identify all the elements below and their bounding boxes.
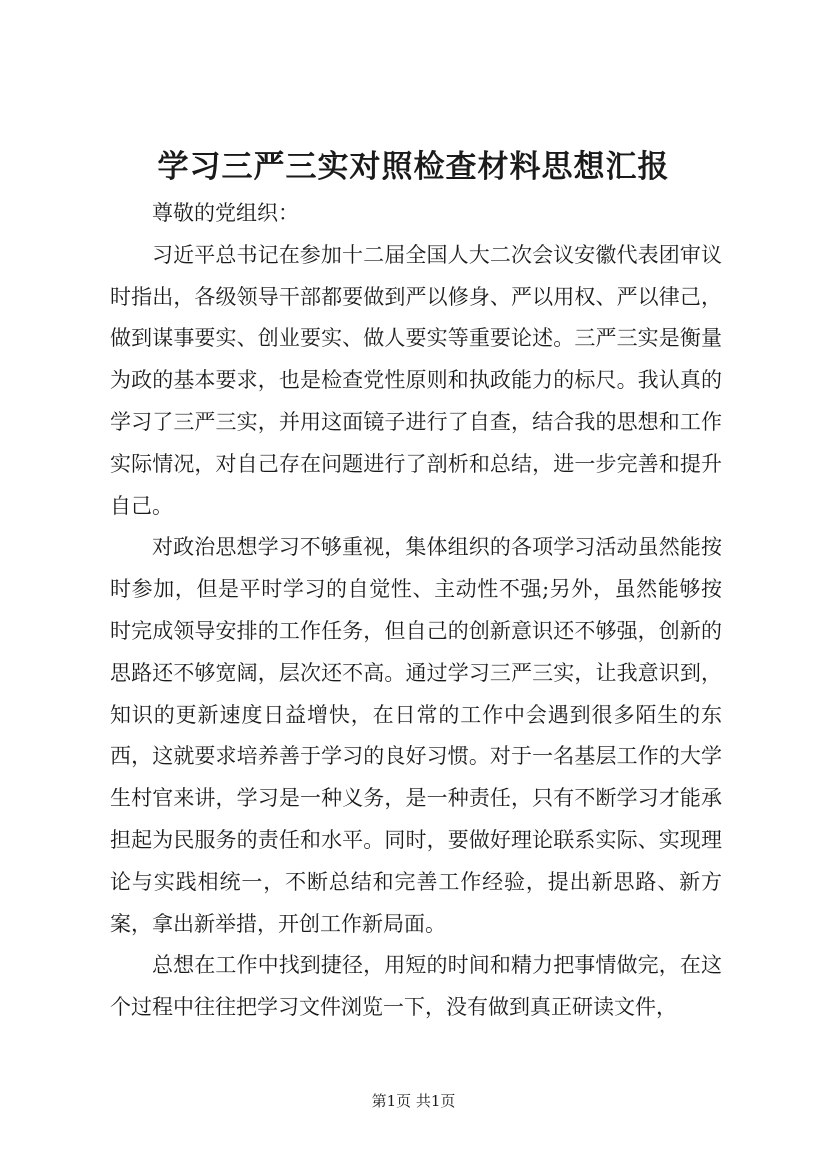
paragraph-3: 总想在工作中找到捷径，用短的时间和精力把事情做完，在这个过程中往往把学习文件浏览一下，没有做到真正研读文件， bbox=[110, 953, 722, 1020]
salutation: 尊敬的党组织： bbox=[152, 201, 299, 225]
paragraph-1: 习近平总书记在参加十二届全国人大二次会议安徽代表团审议时指出，各级领导干部都要做到严以修身、严以用权、严以律己，做到谋事要实、创业要实、做人要实等重要论述。三严三实是衡量为政的基本要求，也是检查党性原则和执政能力的标尺。我认真的学习了三严三实，并用这面镜子进行了自查，结合我的思想和工作实际情况，对自己存在问题进行了剖析和总结，进一步完善和提升自己。 bbox=[110, 242, 722, 518]
page-footer bbox=[0, 1090, 827, 1112]
page-number-label: 第1页 共1页 bbox=[371, 1092, 456, 1110]
document-title: 学习三严三实对照检查材料思想汇报 bbox=[157, 149, 670, 185]
document-body bbox=[110, 193, 722, 1029]
paragraph-2: 对政治思想学习不够重视，集体组织的各项学习活动虽然能按时参加，但是平时学习的自觉性、主动性不强;另外，虽然能够按时完成领导安排的工作任务，但自己的创新意识还不够强，创新的思路还不够宽阔，层次还不高。通过学习三严三实，让我意识到，知识的更新速度日益增快，在日常的工作中会遇到很多陌生的东西，这就要求培养善于学习的良好习惯。对于一名基层工作的大学生村官来讲，学习是一种义务，是一种责任，只有不断学习才能承担起为民服务的责任和水平。同时，要做好理论联系实际、实现理论与实践相统一，不断总结和完善工作经验，提出新思路、新方案，拿出新举措，开创工作新局面。 bbox=[110, 535, 722, 936]
